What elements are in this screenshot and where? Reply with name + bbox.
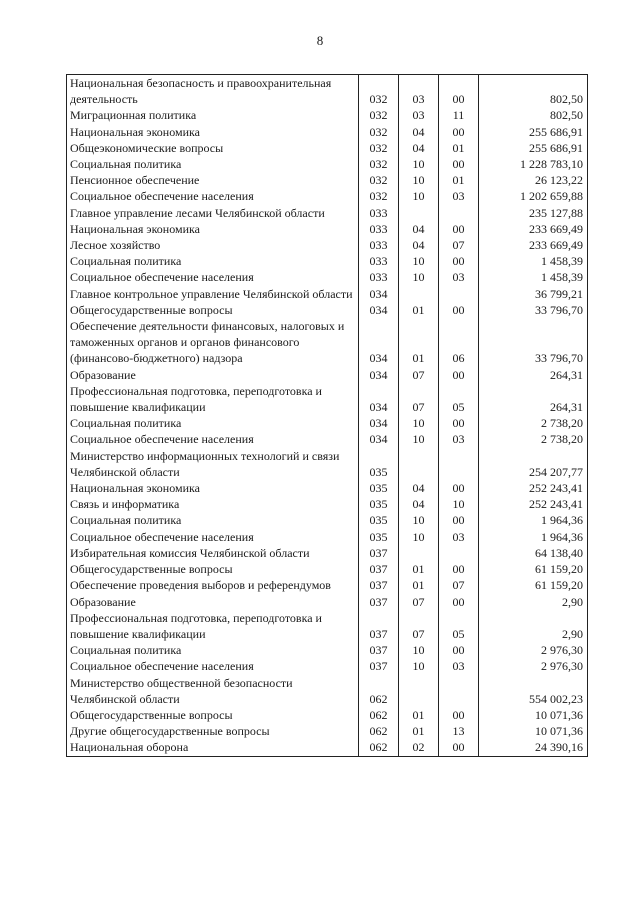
- row-subsection-cell: 05: [439, 383, 479, 415]
- row-code-cell: 034: [359, 302, 399, 318]
- row-amount-cell: 264,31: [479, 383, 588, 415]
- row-section-cell: 04: [399, 237, 439, 253]
- row-subsection-cell: 10: [439, 496, 479, 512]
- table-row: [67, 545, 588, 561]
- row-amount-cell: 2 976,30: [479, 658, 588, 674]
- row-amount-cell: 1 964,36: [479, 529, 588, 545]
- row-amount-cell: 61 159,20: [479, 561, 588, 577]
- row-subsection-cell: 07: [439, 577, 479, 593]
- row-code-cell: 032: [359, 156, 399, 172]
- table-row: [67, 512, 588, 528]
- row-section-cell: 10: [399, 642, 439, 658]
- row-section-cell: 01: [399, 707, 439, 723]
- row-code-cell: 062: [359, 707, 399, 723]
- row-name-cell: Лесное хозяйство: [67, 237, 359, 253]
- row-amount-cell: 252 243,41: [479, 480, 588, 496]
- row-code-cell: 032: [359, 140, 399, 156]
- row-section-cell: 04: [399, 124, 439, 140]
- row-section-cell: 10: [399, 253, 439, 269]
- row-subsection-cell: 03: [439, 269, 479, 285]
- row-section-cell: [399, 675, 439, 707]
- row-name-cell: Избирательная комиссия Челябинской области: [67, 545, 359, 561]
- table-row: [67, 561, 588, 577]
- row-subsection-cell: 00: [439, 253, 479, 269]
- row-subsection-cell: 00: [439, 642, 479, 658]
- row-name-cell: Образование: [67, 594, 359, 610]
- row-code-cell: 035: [359, 480, 399, 496]
- row-subsection-cell: 00: [439, 156, 479, 172]
- row-name-cell: Социальное обеспечение населения: [67, 188, 359, 204]
- row-amount-cell: 26 123,22: [479, 172, 588, 188]
- table-row: [67, 205, 588, 221]
- row-code-cell: 032: [359, 124, 399, 140]
- row-name-cell: Социальная политика: [67, 415, 359, 431]
- row-code-cell: 034: [359, 431, 399, 447]
- row-code-cell: 034: [359, 367, 399, 383]
- row-code-cell: 033: [359, 253, 399, 269]
- row-section-cell: [399, 286, 439, 302]
- row-section-cell: 10: [399, 529, 439, 545]
- row-amount-cell: 2 976,30: [479, 642, 588, 658]
- table-row: [67, 675, 588, 707]
- row-section-cell: 02: [399, 739, 439, 756]
- table-row: [67, 302, 588, 318]
- row-code-cell: 062: [359, 723, 399, 739]
- row-amount-cell: 10 071,36: [479, 723, 588, 739]
- row-subsection-cell: 00: [439, 512, 479, 528]
- row-name-cell: Пенсионное обеспечение: [67, 172, 359, 188]
- table-row: [67, 577, 588, 593]
- row-section-cell: 03: [399, 107, 439, 123]
- row-amount-cell: 2 738,20: [479, 431, 588, 447]
- table-row: [67, 156, 588, 172]
- budget-table: [66, 74, 588, 757]
- table-row: [67, 75, 588, 108]
- row-name-cell: Обеспечение проведения выборов и референдумов: [67, 577, 359, 593]
- row-code-cell: 032: [359, 172, 399, 188]
- row-section-cell: 01: [399, 561, 439, 577]
- row-name-cell: Общеэкономические вопросы: [67, 140, 359, 156]
- table-row: [67, 253, 588, 269]
- row-amount-cell: 254 207,77: [479, 448, 588, 480]
- row-subsection-cell: [439, 675, 479, 707]
- row-name-cell: Профессиональная подготовка, переподготовка и повышение квалификации: [67, 383, 359, 415]
- table-row: [67, 237, 588, 253]
- table-row: [67, 188, 588, 204]
- row-subsection-cell: 00: [439, 221, 479, 237]
- row-subsection-cell: 00: [439, 594, 479, 610]
- row-code-cell: 062: [359, 739, 399, 756]
- row-section-cell: 07: [399, 367, 439, 383]
- row-subsection-cell: 00: [439, 367, 479, 383]
- table-row: [67, 367, 588, 383]
- row-code-cell: 033: [359, 237, 399, 253]
- row-code-cell: 035: [359, 496, 399, 512]
- row-amount-cell: 1 228 783,10: [479, 156, 588, 172]
- row-amount-cell: 1 964,36: [479, 512, 588, 528]
- budget-table-body: [67, 75, 588, 757]
- table-row: [67, 496, 588, 512]
- row-section-cell: 01: [399, 577, 439, 593]
- table-row: [67, 286, 588, 302]
- row-section-cell: [399, 448, 439, 480]
- table-row: [67, 610, 588, 642]
- row-section-cell: 10: [399, 512, 439, 528]
- row-subsection-cell: 01: [439, 172, 479, 188]
- row-name-cell: Общегосударственные вопросы: [67, 302, 359, 318]
- row-subsection-cell: 00: [439, 124, 479, 140]
- row-name-cell: Министерство общественной безопасности Челябинской области: [67, 675, 359, 707]
- row-section-cell: 03: [399, 75, 439, 108]
- table-row: [67, 140, 588, 156]
- row-code-cell: 034: [359, 318, 399, 367]
- page-number: 8: [316, 33, 324, 48]
- table-row: [67, 415, 588, 431]
- row-subsection-cell: 11: [439, 107, 479, 123]
- row-amount-cell: 33 796,70: [479, 318, 588, 367]
- row-code-cell: 034: [359, 415, 399, 431]
- row-amount-cell: 802,50: [479, 107, 588, 123]
- table-row: [67, 431, 588, 447]
- row-amount-cell: 255 686,91: [479, 124, 588, 140]
- table-row: [67, 124, 588, 140]
- row-code-cell: 037: [359, 561, 399, 577]
- row-section-cell: [399, 545, 439, 561]
- row-code-cell: 035: [359, 512, 399, 528]
- row-amount-cell: 2,90: [479, 594, 588, 610]
- row-name-cell: Министерство информационных технологий и связи Челябинской области: [67, 448, 359, 480]
- row-amount-cell: 252 243,41: [479, 496, 588, 512]
- row-subsection-cell: [439, 286, 479, 302]
- row-amount-cell: 2 738,20: [479, 415, 588, 431]
- row-section-cell: 01: [399, 723, 439, 739]
- row-section-cell: 01: [399, 302, 439, 318]
- row-section-cell: 10: [399, 269, 439, 285]
- row-section-cell: 07: [399, 594, 439, 610]
- row-amount-cell: 1 202 659,88: [479, 188, 588, 204]
- row-subsection-cell: [439, 205, 479, 221]
- row-section-cell: 10: [399, 156, 439, 172]
- row-amount-cell: 1 458,39: [479, 253, 588, 269]
- row-code-cell: 037: [359, 658, 399, 674]
- table-row: [67, 269, 588, 285]
- table-row: [67, 383, 588, 415]
- row-name-cell: Национальная оборона: [67, 739, 359, 756]
- row-amount-cell: 64 138,40: [479, 545, 588, 561]
- row-subsection-cell: 07: [439, 237, 479, 253]
- row-section-cell: 04: [399, 496, 439, 512]
- row-name-cell: Миграционная политика: [67, 107, 359, 123]
- row-section-cell: 10: [399, 415, 439, 431]
- row-amount-cell: 33 796,70: [479, 302, 588, 318]
- row-amount-cell: 233 669,49: [479, 221, 588, 237]
- table-row: [67, 658, 588, 674]
- row-name-cell: Национальная экономика: [67, 480, 359, 496]
- row-section-cell: 04: [399, 140, 439, 156]
- row-subsection-cell: 03: [439, 529, 479, 545]
- row-subsection-cell: 00: [439, 75, 479, 108]
- row-code-cell: 035: [359, 448, 399, 480]
- row-name-cell: Социальное обеспечение населения: [67, 431, 359, 447]
- table-row: [67, 448, 588, 480]
- row-subsection-cell: 03: [439, 431, 479, 447]
- row-name-cell: Главное управление лесами Челябинской области: [67, 205, 359, 221]
- row-name-cell: Социальное обеспечение населения: [67, 269, 359, 285]
- row-name-cell: Общегосударственные вопросы: [67, 707, 359, 723]
- row-section-cell: 04: [399, 480, 439, 496]
- row-amount-cell: 36 799,21: [479, 286, 588, 302]
- table-row: [67, 642, 588, 658]
- row-subsection-cell: 05: [439, 610, 479, 642]
- table-row: [67, 723, 588, 739]
- row-section-cell: 04: [399, 221, 439, 237]
- table-row: [67, 107, 588, 123]
- row-code-cell: 037: [359, 610, 399, 642]
- row-section-cell: 07: [399, 610, 439, 642]
- row-code-cell: 033: [359, 205, 399, 221]
- table-row: [67, 529, 588, 545]
- row-code-cell: 032: [359, 107, 399, 123]
- row-amount-cell: 1 458,39: [479, 269, 588, 285]
- row-code-cell: 037: [359, 642, 399, 658]
- row-name-cell: Социальная политика: [67, 512, 359, 528]
- row-subsection-cell: 00: [439, 707, 479, 723]
- row-amount-cell: 2,90: [479, 610, 588, 642]
- row-section-cell: 10: [399, 658, 439, 674]
- row-name-cell: Профессиональная подготовка, переподготовка и повышение квалификации: [67, 610, 359, 642]
- row-code-cell: 034: [359, 383, 399, 415]
- table-row: [67, 172, 588, 188]
- row-name-cell: Социальная политика: [67, 642, 359, 658]
- row-name-cell: Социальное обеспечение населения: [67, 529, 359, 545]
- row-section-cell: [399, 205, 439, 221]
- row-amount-cell: 24 390,16: [479, 739, 588, 756]
- row-name-cell: Образование: [67, 367, 359, 383]
- row-name-cell: Социальная политика: [67, 156, 359, 172]
- row-code-cell: 035: [359, 529, 399, 545]
- row-section-cell: 10: [399, 431, 439, 447]
- row-amount-cell: 264,31: [479, 367, 588, 383]
- row-name-cell: Национальная безопасность и правоохранительная деятельность: [67, 75, 359, 108]
- table-row: [67, 594, 588, 610]
- row-section-cell: 01: [399, 318, 439, 367]
- row-name-cell: Социальное обеспечение населения: [67, 658, 359, 674]
- row-name-cell: Обеспечение деятельности финансовых, налоговых и таможенных органов и органов финансового (финансово-бюджетного) надзора: [67, 318, 359, 367]
- row-name-cell: Национальная экономика: [67, 221, 359, 237]
- row-code-cell: 033: [359, 269, 399, 285]
- row-subsection-cell: 13: [439, 723, 479, 739]
- row-subsection-cell: 01: [439, 140, 479, 156]
- row-code-cell: 032: [359, 188, 399, 204]
- row-amount-cell: 10 071,36: [479, 707, 588, 723]
- row-name-cell: Другие общегосударственные вопросы: [67, 723, 359, 739]
- row-subsection-cell: [439, 448, 479, 480]
- row-amount-cell: 235 127,88: [479, 205, 588, 221]
- row-subsection-cell: 00: [439, 302, 479, 318]
- row-subsection-cell: [439, 545, 479, 561]
- table-row: [67, 480, 588, 496]
- row-amount-cell: 61 159,20: [479, 577, 588, 593]
- row-name-cell: Социальная политика: [67, 253, 359, 269]
- row-subsection-cell: 03: [439, 658, 479, 674]
- row-code-cell: 034: [359, 286, 399, 302]
- row-name-cell: Общегосударственные вопросы: [67, 561, 359, 577]
- table-row: [67, 707, 588, 723]
- row-code-cell: 062: [359, 675, 399, 707]
- row-section-cell: 10: [399, 188, 439, 204]
- row-subsection-cell: 00: [439, 415, 479, 431]
- row-name-cell: Национальная экономика: [67, 124, 359, 140]
- row-code-cell: 033: [359, 221, 399, 237]
- row-name-cell: Главное контрольное управление Челябинской области: [67, 286, 359, 302]
- row-amount-cell: 255 686,91: [479, 140, 588, 156]
- row-subsection-cell: 00: [439, 480, 479, 496]
- table-row: [67, 739, 588, 756]
- row-subsection-cell: 00: [439, 561, 479, 577]
- row-amount-cell: 233 669,49: [479, 237, 588, 253]
- row-name-cell: Связь и информатика: [67, 496, 359, 512]
- row-subsection-cell: 00: [439, 739, 479, 756]
- row-code-cell: 037: [359, 545, 399, 561]
- row-section-cell: 07: [399, 383, 439, 415]
- row-code-cell: 032: [359, 75, 399, 108]
- table-row: [67, 318, 588, 367]
- row-amount-cell: 802,50: [479, 75, 588, 108]
- row-code-cell: 037: [359, 594, 399, 610]
- row-section-cell: 10: [399, 172, 439, 188]
- row-amount-cell: 554 002,23: [479, 675, 588, 707]
- table-row: [67, 221, 588, 237]
- row-code-cell: 037: [359, 577, 399, 593]
- row-subsection-cell: 03: [439, 188, 479, 204]
- row-subsection-cell: 06: [439, 318, 479, 367]
